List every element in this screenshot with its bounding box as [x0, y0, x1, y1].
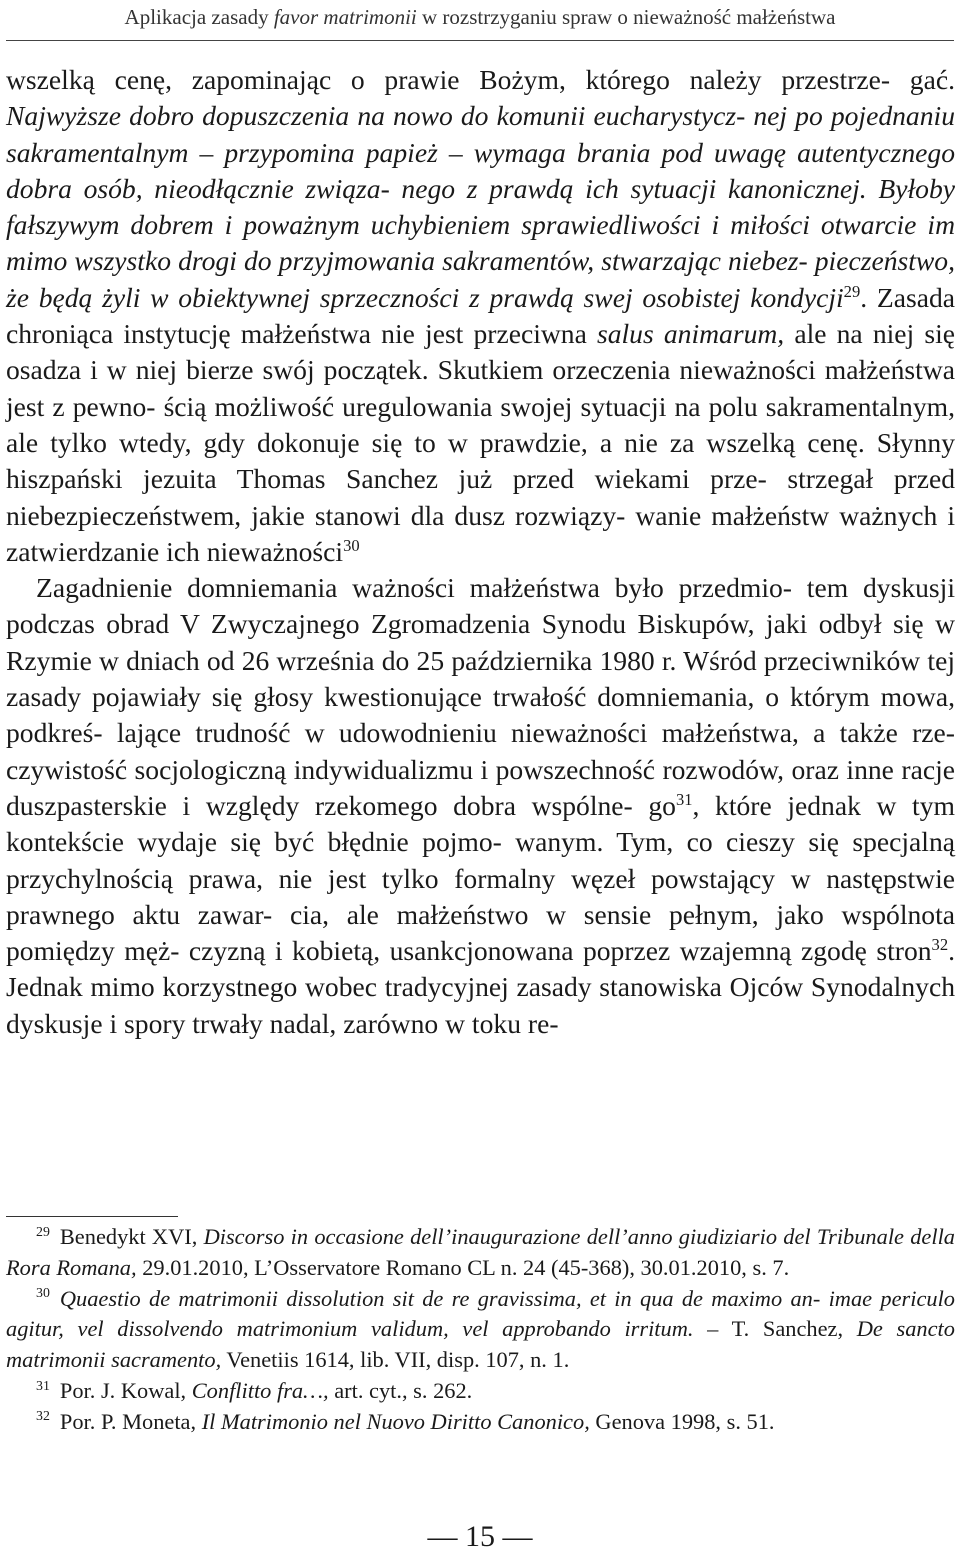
p2-text-3: . Jednak mimo korzystnego wobec tradycyjnej zasady stanowiska Ojców Synodalnych dyskusje i spory trwały nadal, zarówno w toku re-	[6, 935, 955, 1039]
footnote-quote: Quaestio de matrimonii dissolution sit de re gravissima, et in qua de maximo an- imae periculo agitur, vel dissolvendo matrimonium validum, vel approbando irritum.	[6, 1285, 955, 1342]
header-title-text: Aplikacja zasady	[124, 5, 274, 29]
footnote-title: Conflitto fra…,	[191, 1377, 329, 1403]
footnote-title: De sancto matrimonii sacramento,	[6, 1316, 955, 1373]
footnote-number: 30	[36, 1286, 50, 1302]
running-header	[0, 0, 960, 43]
footnote-text: art. cyt., s. 262.	[328, 1377, 473, 1403]
p1-text-1: wszelką cenę, zapominając o prawie Bożym, którego należy przestrze- gać.	[6, 64, 955, 95]
footnote-30	[6, 1284, 955, 1376]
footnote-number: 29	[36, 1224, 50, 1240]
footnote-number: 31	[36, 1378, 50, 1394]
footnote-text: 29.01.2010, L’Osservatore Romano CL n. 24 (45-368), 30.01.2010, s. 7.	[136, 1254, 790, 1280]
footnote-32	[6, 1407, 955, 1438]
footnote-text: Por. J. Kowal,	[59, 1377, 192, 1403]
footnote-number: 32	[36, 1409, 50, 1425]
p1-text-3: ale na niej się osadza i w niej bierze swój początek. Skutkiem orzeczenia nieważności małżeństwa jest z pewno- ścią możliwość uregulowania swojej sytuacji na polu sakramentalnym, ale tylko wtedy, gdy dokonuje się to w prawdzie, a nie za wszelką cenę. Słynny hiszpański jezuita Thomas Sanchez już przed wiekami prze- strzegał przed niebezpieczeństwem, jakie stanowi dla dusz rozwiązy- wanie małżeństw ważnych i zatwierdzanie ich nieważności	[6, 318, 955, 567]
footnote-text: – T. Sanchez,	[693, 1316, 857, 1342]
footnotes	[6, 1222, 955, 1438]
footnote-29	[6, 1222, 955, 1284]
main-text	[6, 62, 955, 1042]
footnote-title: Discorso in occasione dell’inaugurazione dell’anno giudiziario del Tribunale della Rora Romana,	[6, 1224, 955, 1280]
p2-text-1: Zagadnienie domniemania ważności małżeństwa było przedmio- tem dyskusji podczas obrad V Zwyczajnego Zgromadzenia Synodu Biskupów, jaki odbył się w Rzymie w dniach od 26 września do 25 października 1980 r. Wśród przeciwników tej zasady pojawiały się głosy kwestionujące trwałość domniemania, o którym mowa, podkreś- lające trudność w udowodnieniu nieważności małżeństwa, a także rze- czywistość socjologiczną indywidualizmu i powszechność rozwodów, oraz inne racje duszpasterskie i względy rzekomego dobra wspólne- go	[6, 572, 955, 821]
p1-text-2: . Zasada chroniąca instytucję małżeństwa nie jest przeciwna	[6, 281, 955, 350]
footnote-ref-32: 32	[931, 934, 949, 954]
footnote-ref-29: 29	[843, 281, 861, 301]
footnote-divider	[6, 1216, 178, 1217]
p1-latin-term: salus animarum,	[596, 318, 785, 350]
footnote-title: Il Matrimonio nel Nuovo Diritto Canonico,	[201, 1408, 590, 1434]
header-title-text-end: w rozstrzyganiu spraw o nieważność małżeństwa	[416, 5, 836, 29]
footnote-text: Venetiis 1614, lib. VII, disp. 107, n. 1.	[221, 1347, 570, 1373]
footnote-text: Por. P. Moneta,	[59, 1408, 202, 1434]
footnote-ref-31: 31	[675, 789, 693, 809]
footnote-ref-30: 30	[343, 535, 360, 555]
p1-quote: Najwyższe dobro dopuszczenia na nowo do komunii eucharystycz- nej po pojednaniu sakramentalnym – przypomina papież – wymaga brania pod uwagę autentycznego dobra osób, nieodłącznie związa- nego z prawdą ich sytuacji kanonicznej. Byłoby fałszywym dobrem i poważnym uchybieniem sprawiedliwości i miłości otwarcie im mimo wszystko drogi do przyjmowania sakramentów, stwarzając niebez- pieczeństwo, że będą żyli w obiektywnej sprzeczności z prawdą swej osobistej kondycji	[6, 100, 955, 313]
footnote-text: Benedykt XVI,	[59, 1224, 204, 1249]
p2-text-2: , które jednak w tym kontekście wydaje się być błędnie pojmo- wanym. Tym, co cieszy się specjalną przychylnością prawa, nie jest tylko formalny węzeł powstający w następstwie prawnego aktu zawar- cia, ale małżeństwo w sensie pełnym, jako wspólnota pomiędzy męż- czyzną i kobietą, usankcjonowana poprzez wzajemną zgodę stron	[6, 789, 955, 967]
paragraph-1	[6, 62, 955, 570]
header-title-italic: favor matrimonii	[273, 5, 417, 29]
paragraph-2	[6, 570, 955, 1042]
header-divider	[6, 40, 954, 41]
page-number: — 15 —	[427, 1520, 533, 1553]
footnote-text: Genova 1998, s. 51.	[589, 1408, 775, 1434]
footnote-31	[6, 1376, 955, 1407]
